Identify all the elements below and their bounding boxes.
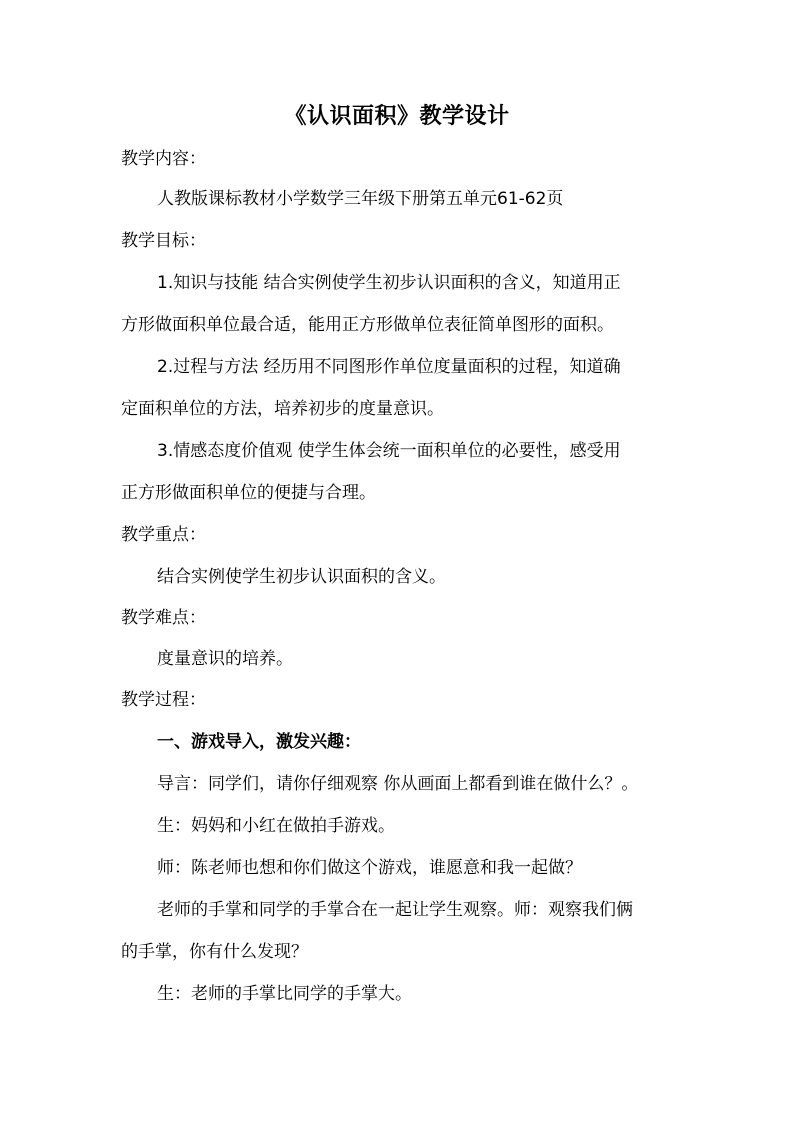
difficulties-text: 度量意识的培养。 bbox=[157, 649, 293, 669]
objective-2-line-1: 2.过程与方法 经历用不同图形作单位度量面积的过程，知道确 bbox=[157, 357, 621, 377]
process-paragraph: 师：陈老师也想和你们做这个游戏，谁愿意和我一起做？ bbox=[157, 858, 582, 878]
objective-2-line-2: 定面积单位的方法，培养初步的度量意识。 bbox=[121, 399, 444, 419]
section-heading-difficulties: 教学难点： bbox=[121, 608, 206, 628]
content-text: 人教版课标教材小学数学三年级下册第五单元61-62页 bbox=[157, 189, 564, 209]
process-paragraph: 生：妈妈和小红在做拍手游戏。 bbox=[157, 816, 395, 836]
objective-3-line-1: 3.情感态度价值观 使学生体会统一面积单位的必要性，感受用 bbox=[157, 441, 621, 461]
objective-1-line-1: 1.知识与技能 结合实例使学生初步认识面积的含义，知道用正 bbox=[157, 273, 621, 293]
section-heading-objectives: 教学目标： bbox=[121, 231, 206, 251]
process-paragraph: 的手掌，你有什么发现？ bbox=[121, 942, 308, 962]
process-subheading-1: 一、游戏导入，激发兴趣： bbox=[157, 732, 361, 752]
document-title: 《认识面积》教学设计 bbox=[284, 104, 510, 129]
objective-3-line-2: 正方形做面积单位的便捷与合理。 bbox=[121, 483, 376, 503]
section-heading-key-points: 教学重点： bbox=[121, 525, 206, 545]
section-heading-process: 教学过程： bbox=[121, 690, 206, 710]
process-paragraph: 老师的手掌和同学的手掌合在一起让学生观察。师：观察我们俩 bbox=[157, 900, 633, 920]
section-heading-content: 教学内容： bbox=[121, 149, 206, 169]
objective-1-line-2: 方形做面积单位最合适，能用正方形做单位表征简单图形的面积。 bbox=[121, 315, 614, 335]
process-paragraph: 生：老师的手掌比同学的手掌大。 bbox=[157, 984, 412, 1004]
key-points-text: 结合实例使学生初步认识面积的含义。 bbox=[157, 567, 446, 587]
process-paragraph: 导言：同学们，请你仔细观察 你从画面上都看到谁在做什么？。 bbox=[157, 774, 639, 794]
